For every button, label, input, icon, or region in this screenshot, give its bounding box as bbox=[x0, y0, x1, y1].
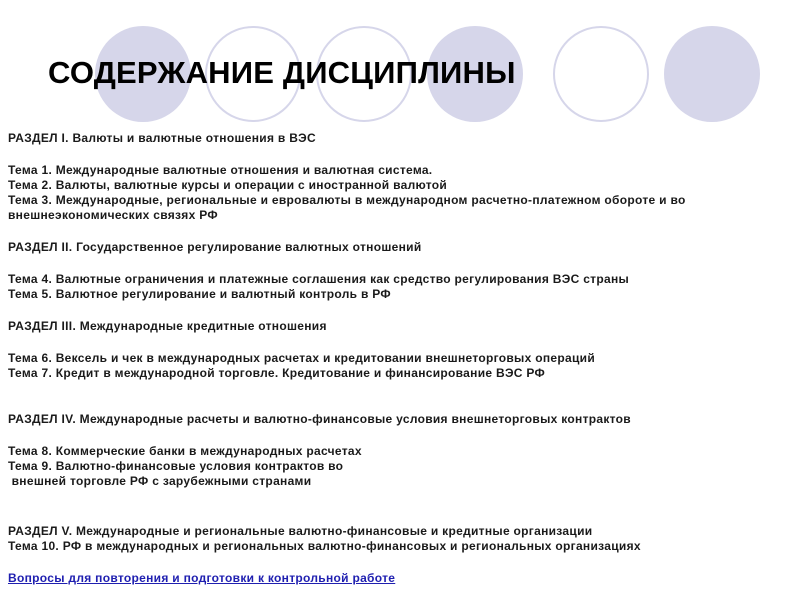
topic-5: Тема 5. Валютное регулирование и валютный контроль в РФ bbox=[8, 287, 391, 301]
section-heading-3: РАЗДЕЛ III. Международные кредитные отношения bbox=[8, 319, 327, 333]
topic-3-text: Тема 3. Международные, региональные и евровалюты в международном расчетно-платежном обороте и во внешнеэкономических связях РФ bbox=[8, 193, 686, 222]
topic-6: Тема 6. Вексель и чек в международных расчетах и кредитовании внешнеторговых операций bbox=[8, 351, 596, 365]
topic-8: Тема 8. Коммерческие банки в международных расчетах bbox=[8, 444, 362, 458]
topic-9-continuation: внешней торговле РФ с зарубежными странами bbox=[8, 474, 312, 488]
circle-filled-3 bbox=[664, 26, 760, 122]
section-heading-5: РАЗДЕЛ V. Международные и региональные валютно-финансовые и кредитные организации bbox=[8, 524, 593, 538]
discipline-contents bbox=[8, 131, 793, 586]
slide-title: СОДЕРЖАНИЕ ДИСЦИПЛИНЫ bbox=[48, 55, 516, 90]
topic-9: Тема 9. Валютно-финансовые условия контрактов во bbox=[8, 459, 344, 473]
topic-7: Тема 7. Кредит в международной торговле. Кредитование и финансирование ВЭС РФ bbox=[8, 366, 546, 380]
topic-4: Тема 4. Валютные ограничения и платежные соглашения как средство регулирования ВЭС страны bbox=[8, 272, 630, 286]
section-heading-1: РАЗДЕЛ I. Валюты и валютные отношения в ВЭС bbox=[8, 131, 316, 145]
topic-10: Тема 10. РФ в международных и региональных валютно-финансовых и региональных организациях bbox=[8, 539, 641, 553]
circle-outline-3 bbox=[553, 26, 649, 122]
section-heading-4: РАЗДЕЛ IV. Международные расчеты и валютно-финансовые условия внешнеторговых контрактов bbox=[8, 412, 631, 426]
section-heading-2: РАЗДЕЛ II. Государственное регулирование валютных отношений bbox=[8, 240, 422, 254]
topic-3 bbox=[8, 193, 793, 223]
topic-1: Тема 1. Международные валютные отношения и валютная система. bbox=[8, 163, 433, 177]
topic-2: Тема 2. Валюты, валютные курсы и операции с иностранной валютой bbox=[8, 178, 448, 192]
review-questions-link[interactable]: Вопросы для повторения и подготовки к контрольной работе bbox=[8, 571, 396, 585]
